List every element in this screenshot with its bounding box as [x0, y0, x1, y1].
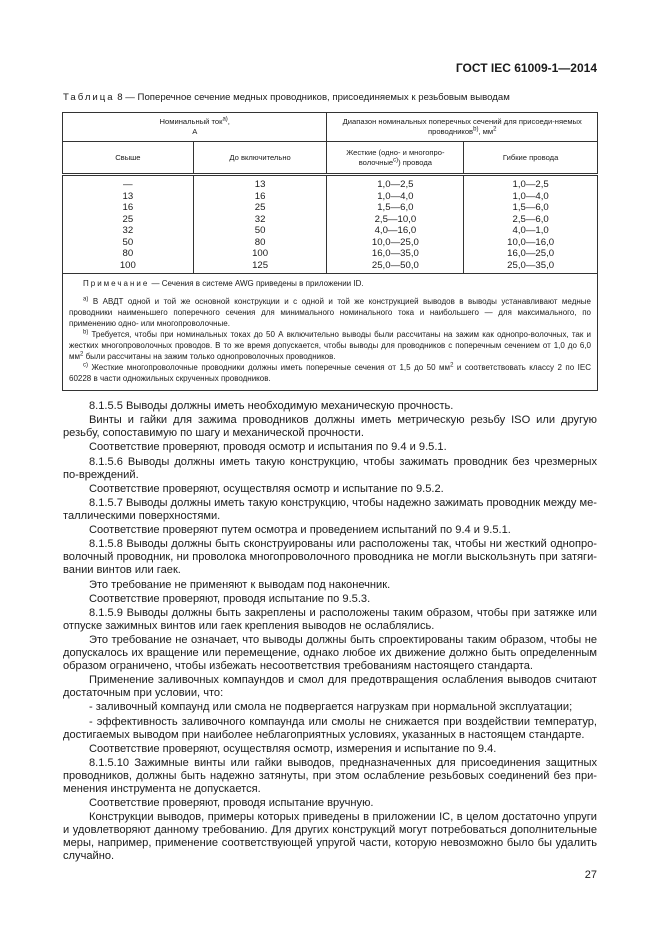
- cell-over: 25: [63, 214, 194, 226]
- paragraph: Соответствие проверяют, проводя испытание вручную.: [89, 797, 374, 810]
- cell-over: 16: [63, 202, 194, 214]
- caption-text: 8 — Поперечное сечение медных проводников, присоединяемых к резьбовым выводам: [117, 92, 510, 103]
- paragraph: Соответствие проверяют, осуществляя осмотр, измерения и испытание по 9.4.: [89, 742, 497, 755]
- paragraph: Это требование не применяют к выводам под наконечник.: [89, 578, 391, 591]
- paragraph: Винты и гайки для зажима проводников должны иметь метрическую резьбу ISO или другую резьбу, сопоставимую по шагу и механической прочности.: [63, 414, 597, 440]
- cell-up-to: 13: [193, 175, 327, 191]
- cell-over: 32: [63, 225, 194, 237]
- page-number: 27: [584, 869, 597, 881]
- cell-over: 100: [63, 260, 194, 274]
- cell-up-to: 125: [193, 260, 327, 274]
- paragraph: Соответствие проверяют, проводя осмотр и испытания по 9.4 и 9.5.1.: [89, 441, 447, 454]
- paragraph: 8.1.5.6 Выводы должны иметь такую конструкцию, чтобы зажимать проводник без чрезмерных по-вреждений.: [63, 455, 597, 481]
- cell-up-to: 32: [193, 214, 327, 226]
- cell-up-to: 25: [193, 202, 327, 214]
- table-header-row: [63, 113, 598, 142]
- cell-flexible: 2,5—6,0: [464, 214, 598, 226]
- body-text: [63, 400, 597, 865]
- table-row: [63, 202, 598, 214]
- header-up-to: До включительно: [193, 142, 327, 175]
- cell-up-to: 16: [193, 191, 327, 203]
- document-header: ГОСТ IEC 61009-1—2014: [455, 61, 597, 75]
- paragraph: 8.1.5.10 Зажимные винты или гайки выводов, предназначенных для присоединения защитных проводников, должны быть надежно затянуты, при этом ослабление резьбовых соединений без при-менения инструмента не допускается.: [63, 757, 597, 795]
- cell-up-to: 100: [193, 248, 327, 260]
- cell-flexible: 1,0—2,5: [464, 175, 598, 191]
- header-rigid: Жесткие (одно- и многопро-волочные$^{c)}$) провода: [327, 142, 464, 175]
- table-row: [63, 225, 598, 237]
- cell-flexible: 1,0—4,0: [464, 191, 598, 203]
- caption-label: Таблица: [63, 92, 115, 103]
- header-over: Свыше: [63, 142, 194, 175]
- paragraph: - эффективность заливочного компаунда или смолы не снижается при воздействии температур, достигаемых выводом при наиболее неблагоприятных условиях, указанных в настоящем стандарте.: [63, 715, 597, 741]
- cell-rigid: 4,0—16,0: [327, 225, 464, 237]
- cell-rigid: 1,0—4,0: [327, 191, 464, 203]
- cell-flexible: 10,0—16,0: [464, 237, 598, 249]
- paragraph: 8.1.5.8 Выводы должны быть сконструированы или расположены так, чтобы ни жесткий однопро-волочный проводник, ни проволока многопроволочного проводника не могли выскользнуть при затяги-вании винтов или гаек.: [63, 538, 597, 577]
- table-row: [63, 191, 598, 203]
- conductor-table: [62, 112, 598, 391]
- table-row: [63, 214, 598, 226]
- cell-rigid: 1,5—6,0: [327, 202, 464, 214]
- cell-rigid: 1,0—2,5: [327, 175, 464, 191]
- cell-rigid: 16,0—35,0: [327, 248, 464, 260]
- cell-over: —: [63, 175, 194, 191]
- table-subheader-row: [63, 142, 598, 175]
- paragraph: Соответствие проверяют, осуществляя осмотр и испытание по 9.5.2.: [89, 482, 444, 495]
- cell-rigid: 25,0—50,0: [327, 260, 464, 274]
- cell-rigid: 10,0—25,0: [327, 237, 464, 249]
- table-caption: [63, 92, 510, 103]
- cell-flexible: 25,0—35,0: [464, 260, 598, 274]
- paragraph: Применение заливочных компаундов и смол для предотвращения ослабления выводов считают достаточным при условии, что:: [63, 674, 597, 700]
- cell-flexible: 1,5—6,0: [464, 202, 598, 214]
- footnote-c: $^{c)}$ Жесткие многопроволочные проводники должны иметь поперечные сечения от 1,5 до 50 $мм^2$ и соответствовать классу 2 по IEC 60228 в части одножильных скрученных проводников.: [69, 362, 591, 383]
- header-flexible: Гибкие провода: [464, 142, 598, 175]
- cell-over: 80: [63, 248, 194, 260]
- paragraph: 8.1.5.9 Выводы должны быть закреплены и расположены таким образом, чтобы при затяжке или отпуске зажимных винтов или гаек крепления выводов не ослаблялись.: [63, 606, 597, 632]
- table-notes: [63, 274, 598, 391]
- cell-flexible: 16,0—25,0: [464, 248, 598, 260]
- table-row: [63, 175, 598, 191]
- cell-over: 13: [63, 191, 194, 203]
- cell-rigid: 2,5—10,0: [327, 214, 464, 226]
- paragraph: 8.1.5.5 Выводы должны иметь необходимую механическую прочность.: [89, 400, 454, 412]
- table-note: Примечание — Сечения в системе AWG приведены в приложении ID.: [83, 279, 364, 288]
- paragraph: - заливочный компаунд или смола не подвергается нагрузкам при нормальной эксплуатации;: [89, 701, 573, 714]
- paragraph: Конструкции выводов, примеры которых приведены в приложении IC, в целом достаточно упруги и удовлетворяют данному требованию. Для других конструкций могут потребоваться дополнительные меры, например, применение соответствующей упругой части, которую невозможно было бы удалить случайно.: [63, 811, 597, 863]
- paragraph: Это требование не означает, что выводы должны быть спроектированы таким образом, чтобы не допускалось их вращение или перемещение, однако любое их движение должно быть определенным образом ограничено, чтобы избежать несоответствия требованиям настоящего стандарта.: [63, 634, 597, 673]
- paragraph: 8.1.5.7 Выводы должны иметь такую конструкцию, чтобы надежно зажимать проводник между ме-таллическими поверхностями.: [63, 496, 597, 522]
- table-row: [63, 248, 598, 260]
- paragraph: Соответствие проверяют путем осмотра и проведением испытаний по 9.4 и 9.5.1.: [89, 524, 511, 537]
- cell-flexible: 4,0—1,0: [464, 225, 598, 237]
- header-range: Диапазон номинальных поперечных сечений для присоеди-няемых проводников$^{b)}$, $мм^2$: [327, 113, 598, 142]
- cell-up-to: 50: [193, 225, 327, 237]
- header-current: Номинальный ток$^{a)}$, А: [63, 113, 327, 142]
- table-row: [63, 237, 598, 249]
- footnote-b: $^{b)}$ Требуется, чтобы при номинальных токах до 50 А включительно выводы были рассчитаны на зажим как однопро-волочных, так и жестких многопроволочных проводов. В то же время допускается, чтобы выводы для проводников с поперечным сечением от 1,0 до 6,0 $мм^2$ были рассчитаны на зажим только однопроволочных проводников.: [69, 329, 591, 361]
- cell-over: 50: [63, 237, 194, 249]
- footnote-a: $^{a)}$ В АВДТ одной и той же основной конструкции и с одной и той же конструкцией выводов в выводы устанавливают медные проводники наименьшего поперечного сечения для минимального номинального тока и наибольшего — для максимального, по применению одно- или многопроволочные.: [69, 296, 591, 328]
- paragraph: Соответствие проверяют, проводя испытание по 9.5.3.: [89, 592, 371, 605]
- cell-up-to: 80: [193, 237, 327, 249]
- table-row: [63, 260, 598, 274]
